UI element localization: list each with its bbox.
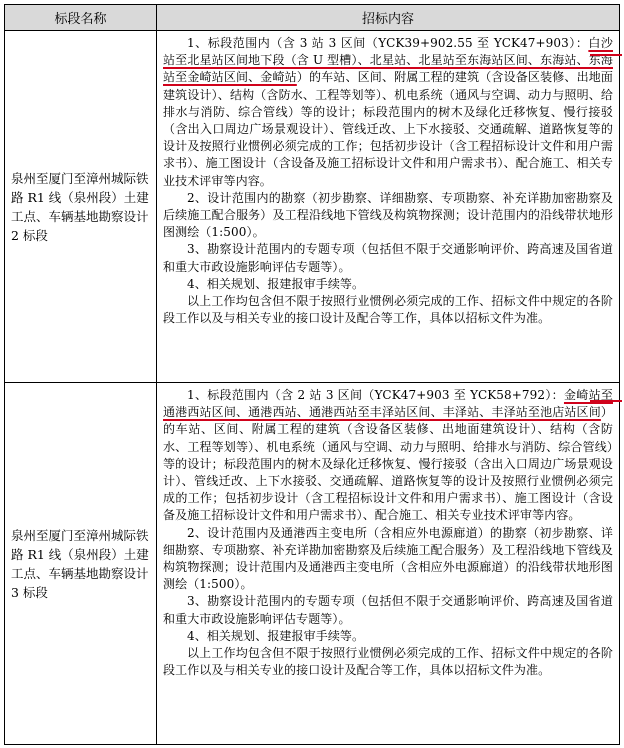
content-paragraph-1: [163, 35, 613, 190]
content-paragraph-3: 3、勘察设计范围内的专题专项（包括但不限于交通影响评价、跨高速及国省道和重大市政设施影响评估专题等）。: [163, 594, 613, 626]
content-paragraph-3: 3、勘察设计范围内的专题专项（包括但不限于交通影响评价、跨高速及国省道和重大市政设施影响评估专题等）。: [163, 242, 613, 274]
content-paragraph-4: 4、相关规划、报建报审手续等。: [187, 276, 365, 291]
bid-content-cell: [157, 31, 619, 382]
annotation-line: [590, 54, 622, 56]
header-section-name: 标段名称: [5, 5, 157, 31]
scope-prefix: 1、标段范围内（含 2 站 3 区间（YCK47+903 至 YCK58+792）：: [187, 388, 564, 402]
scope-suffix: ）的车站、区间、附属工程的建筑（含设备区装修、出地面建筑设计）、结构（含防水、工程等划等）、机电系统（通风与空调、动力与照明、给排水与消防、综合管线）等的设计；标段范围内的树木及绿化迁移恢复、慢行接驳（含出入口周边广场景观设计）、管线迁改、上下水接驳、交通疏解、道路恢复等的设计及按照行业惯例必须完成的工作；包括初步设计（含工程招标设计文件和用户需求书）、施工图设计（含设备及施工招标设计文件和用户需求书）、配合施工、相关专业技术评审等内容。: [163, 405, 613, 523]
scope-suffix: ）的车站、区间、附属工程的建筑（含设备区装修、出地面建筑设计）、结构（含防水、工程等划等）、机电系统（通风与空调、动力与照明、给排水与消防、综合管线）等的设计；标段范围内的树木及绿化迁移恢复、慢行接驳（含出入口周边广场景观设计）、管线迁改、上下水接驳、交通疏解、道路恢复等的设计及按照行业惯例必须完成的工作；包括初步设计（含工程招标设计文件和用户需求书）、施工图设计（含设备及施工招标设计文件和用户需求书）、配合施工、相关专业技术评审等内容。: [163, 70, 613, 188]
scope-prefix: 1、标段范围内（含 3 站 3 区间（YCK39+902.55 至 YCK47+903）：: [187, 36, 589, 50]
section-name: 泉州至厦门至漳州城际铁路 R1 线（泉州段）土建工点、车辆基地勘察设计 3 标段: [11, 527, 149, 600]
content-paragraph-5: 以上工作均包含但不限于按照行业惯例必须完成的工作、招标文件中规定的各阶段工作以及与相关专业的接口设计及配合等工作，具体以招标文件为准。: [163, 646, 613, 678]
section-name-cell: [5, 31, 157, 382]
table-row: [5, 383, 619, 744]
bid-section-table: [4, 4, 620, 745]
header-bid-content: 招标内容: [157, 5, 619, 31]
content-paragraph-1: [163, 387, 613, 525]
content-paragraph-2: 2、设计范围内及通港西主变电所（含相应外电源廊道）的勘察（初步勘察、详细勘察、专项勘察、补充详勘加密勘察及后续施工配合服务）及工程沿线地下管线及构筑物探测；设计范围内及通港西主变电所（含相应外电源廊道）的沿线带状地形图测绘（1:500）。: [163, 525, 613, 592]
scope-highlight: 白沙站至北星站区间地下段（含 U 型槽）、北星站、北星站至东海站区间、东海站、东海站至金崎站区间、金崎站: [163, 36, 613, 85]
content-paragraph-4: 4、相关规划、报建报审手续等。: [187, 628, 365, 643]
section-name-cell: [5, 383, 157, 744]
content-paragraph-5: 以上工作均包含但不限于按照行业惯例必须完成的工作、招标文件中规定的各阶段工作以及与相关专业的接口设计及配合等工作，具体以招标文件为准。: [163, 294, 613, 326]
section-name: 泉州至厦门至漳州城际铁路 R1 线（泉州段）土建工点、车辆基地勘察设计 2 标段: [11, 170, 149, 243]
bid-content-cell: [157, 383, 619, 744]
annotation-line: [590, 400, 622, 402]
table-row: [5, 31, 619, 383]
scope-highlight: 金崎站至通港西站区间、通港西站、通港西站至丰泽站区间、丰泽站、丰泽站至池店站区间: [163, 388, 613, 420]
content-paragraph-2: 2、设计范围内的勘察（初步勘察、详细勘察、专项勘察、补充详勘加密勘察及后续施工配合服务）及工程沿线地下管线及构筑物探测；设计范围内的沿线带状地形图测绘（1:500）。: [163, 190, 613, 240]
